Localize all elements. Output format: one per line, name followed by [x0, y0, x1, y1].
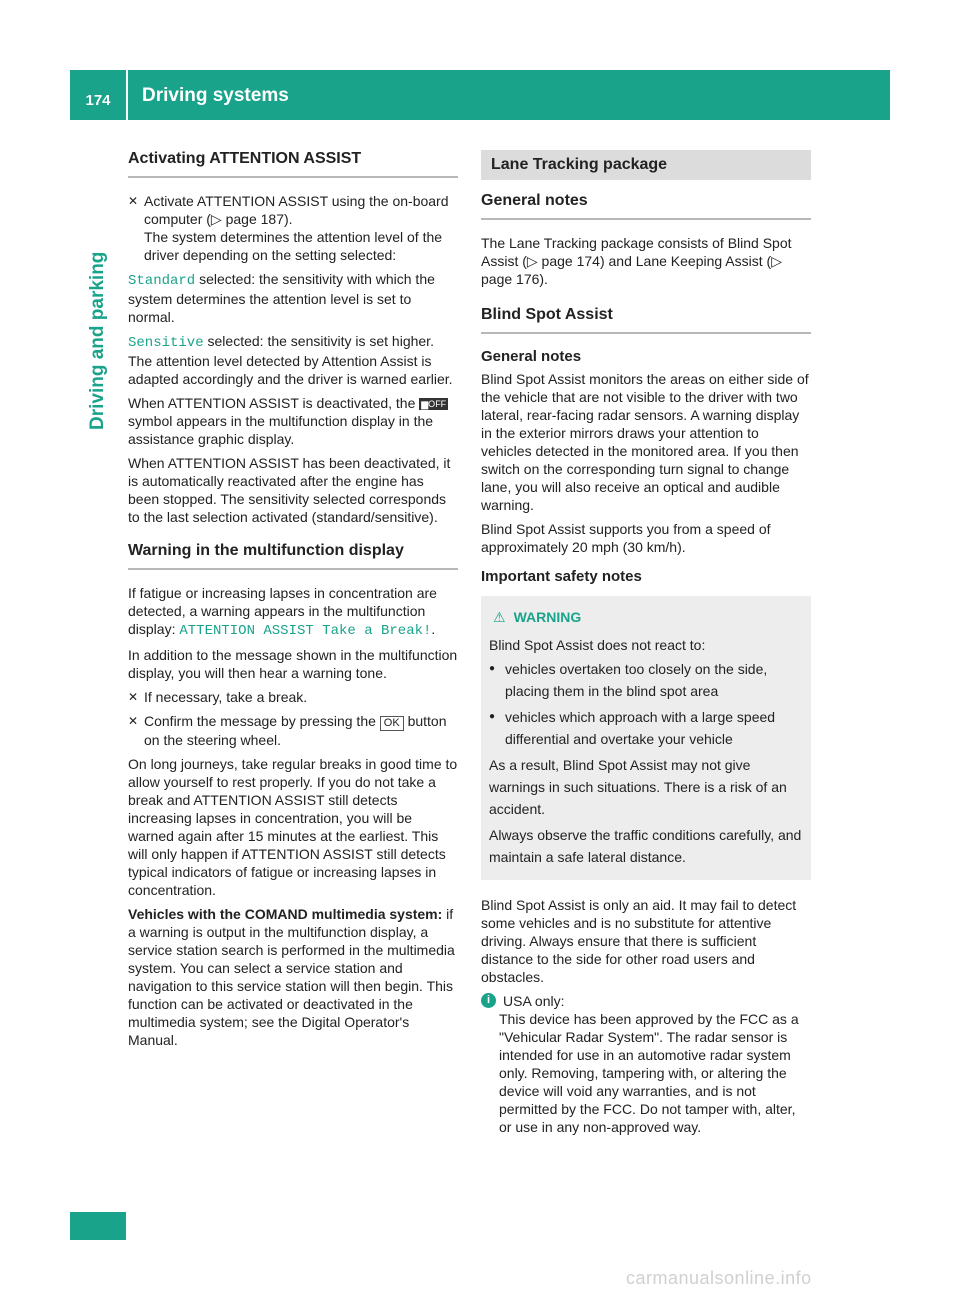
usa-text: This device has been approved by the FCC as a "Vehicular Radar System". The radar sensor is intended for use in an automotive radar system only. Removing, tampering with, or altering the device will void any warranties, and is not permitted by the FCC. Do not tamper with, alter, or use in any non-approved way.	[499, 1011, 799, 1135]
bsa-paragraph-1: Blind Spot Assist monitors the areas on either side of the vehicle that are not visible to the driver with two lateral, rear-facing radar sensors. A warning display in the exterior mirrors draws your attention to vehicles detected in the monitored area. If you then switch on the corresponding turn signal to change lane, you will also receive an optical and audible warning.	[481, 371, 809, 513]
lane-text-a: The Lane Tracking package consists of Blind Spot Assist (	[481, 235, 792, 269]
warning-triangle-icon: ⚠	[493, 609, 506, 625]
sensitive-text: selected: the sensitivity is set higher. The attention level detected by Attention Assist is adapted accordingly and the driver is warned earlier.	[128, 333, 453, 387]
step-activate-text: Activate ATTENTION ASSIST using the on-board computer (	[144, 193, 449, 227]
warning-paragraph	[128, 584, 458, 640]
page-ref-176[interactable]: page 176).	[481, 271, 548, 287]
step-take-break	[128, 688, 458, 706]
bullet-icon: ●	[489, 711, 496, 722]
step-confirm	[128, 712, 458, 749]
long-journeys-paragraph: On long journeys, take regular breaks in good time to allow yourself to rest properly. If you do not take a break and ATTENTION ASSIST still detects increasing lapses in concentration, you will be warned again after 15 minutes at the earliest. This will only happen if ATTENTION ASSIST still detects typical indicators of fatigue or increasing lapses in concentration.	[128, 756, 458, 898]
page-ref-187[interactable]: page 187).	[221, 211, 293, 227]
general-notes-title: General notes	[481, 192, 811, 220]
comand-paragraph	[128, 905, 458, 1049]
standard-setting	[128, 270, 458, 326]
activating-title: Activating ATTENTION ASSIST	[128, 150, 458, 178]
step-take-break-text: If necessary, take a break.	[144, 689, 308, 705]
right-column	[481, 150, 811, 1136]
deactivated-paragraph	[128, 394, 458, 448]
step-arrow-icon: ✕	[128, 194, 139, 208]
step-arrow-icon: ✕	[128, 690, 139, 704]
sensitive-label: Sensitive	[128, 335, 204, 351]
side-marker	[70, 1212, 126, 1240]
warning-box	[481, 596, 811, 880]
page-title: Driving systems	[142, 85, 289, 106]
info-icon: i	[481, 993, 496, 1008]
aid-paragraph: Blind Spot Assist is only an aid. It may fail to detect some vehicles and is no substitute for attentive driving. Always ensure that there is sufficient distance to the side for other road users and obstacles.	[481, 897, 797, 985]
usa-label: USA only:	[503, 993, 565, 1009]
bullet-text: vehicles which approach with a large speed differential and overtake your vehicle	[505, 709, 776, 747]
watermark: carmanualsonline.info	[626, 1268, 812, 1288]
ok-button-icon: OK	[380, 716, 404, 731]
warning-display-title: Warning in the multifunction display	[128, 542, 458, 570]
warning-message: ATTENTION ASSIST Take a Break!	[179, 623, 432, 639]
bullet-text: vehicles overtaken too closely on the side, placing them in the blind spot area	[505, 661, 768, 699]
warning-result: As a result, Blind Spot Assist may not give warnings in such situations. There is a risk of an accident.	[489, 757, 787, 817]
sensitive-setting	[128, 332, 458, 388]
page-ref-arrow-icon: ▷	[771, 253, 782, 269]
warning-intro: Blind Spot Assist does not react to:	[489, 637, 706, 653]
lane-tracking-heading: Lane Tracking package	[481, 150, 811, 180]
warning-label: WARNING	[513, 609, 582, 625]
step-activate-detail: The system determines the attention level of the driver depending on the setting selected:	[144, 229, 443, 263]
warning-text-a: If fatigue or increasing lapses in concentration are detected, a warning appears in the multifunction display:	[128, 585, 437, 637]
comand-text: if a warning is output in the multifunction display, a service station search is performed in the multimedia system. You can select a service station and navigation to this service station will then begin. This function can be activated or deactivated in the multimedia system; see the Digital Operator's Manual.	[128, 906, 455, 1048]
bullet-icon: ●	[489, 663, 496, 674]
step-arrow-icon: ✕	[128, 714, 139, 728]
list-item	[489, 658, 803, 702]
page-ref-arrow-icon: ▷	[526, 253, 538, 269]
deactivated-text-b: symbol appears in the multifunction display in the assistance graphic display.	[128, 413, 434, 447]
attention-off-icon: ▆OFF	[421, 399, 447, 409]
comand-bold: Vehicles with the COMAND multimedia system:	[128, 906, 443, 922]
safety-notes-title: Important safety notes	[481, 568, 642, 585]
step-activate	[128, 192, 458, 264]
side-section-text: Driving and parking	[87, 251, 108, 430]
page-ref-174[interactable]: page 174) and Lane Keeping Assist (	[537, 253, 772, 269]
list-item	[489, 706, 803, 750]
left-column	[128, 150, 458, 1055]
header-divider	[126, 70, 128, 120]
warning-observe: Always observe the traffic conditions carefully, and maintain a safe lateral distance.	[489, 827, 802, 865]
lane-tracking-paragraph	[481, 234, 811, 288]
deactivated-text-a: When ATTENTION ASSIST is deactivated, the	[128, 395, 420, 411]
step-confirm-text-a: Confirm the message by pressing the	[144, 713, 380, 729]
usa-info-note	[481, 992, 811, 1136]
warning-tone-paragraph: In addition to the message shown in the multifunction display, you will then hear a warning tone.	[128, 647, 458, 681]
standard-label: Standard	[128, 273, 196, 289]
standard-text: selected: the sensitivity with which the system determines the attention level is set to normal.	[128, 271, 435, 325]
warning-box-title	[489, 606, 803, 628]
page-ref-arrow-icon: ▷	[210, 211, 222, 227]
step-confirm-text-b: button on the steering wheel.	[144, 713, 447, 748]
warning-text-b: .	[431, 621, 436, 637]
blind-spot-assist-title: Blind Spot Assist	[481, 306, 811, 334]
bsa-general-notes-title: General notes	[481, 348, 582, 365]
page-number: 174	[85, 92, 111, 109]
bsa-paragraph-2: Blind Spot Assist supports you from a speed of approximately 20 mph (30 km/h).	[481, 521, 771, 555]
reactivated-paragraph: When ATTENTION ASSIST has been deactivated, it is automatically reactivated after the engine has been stopped. The sensitivity selected corresponds to the last selection activated (standard/sensitive).	[128, 455, 451, 525]
